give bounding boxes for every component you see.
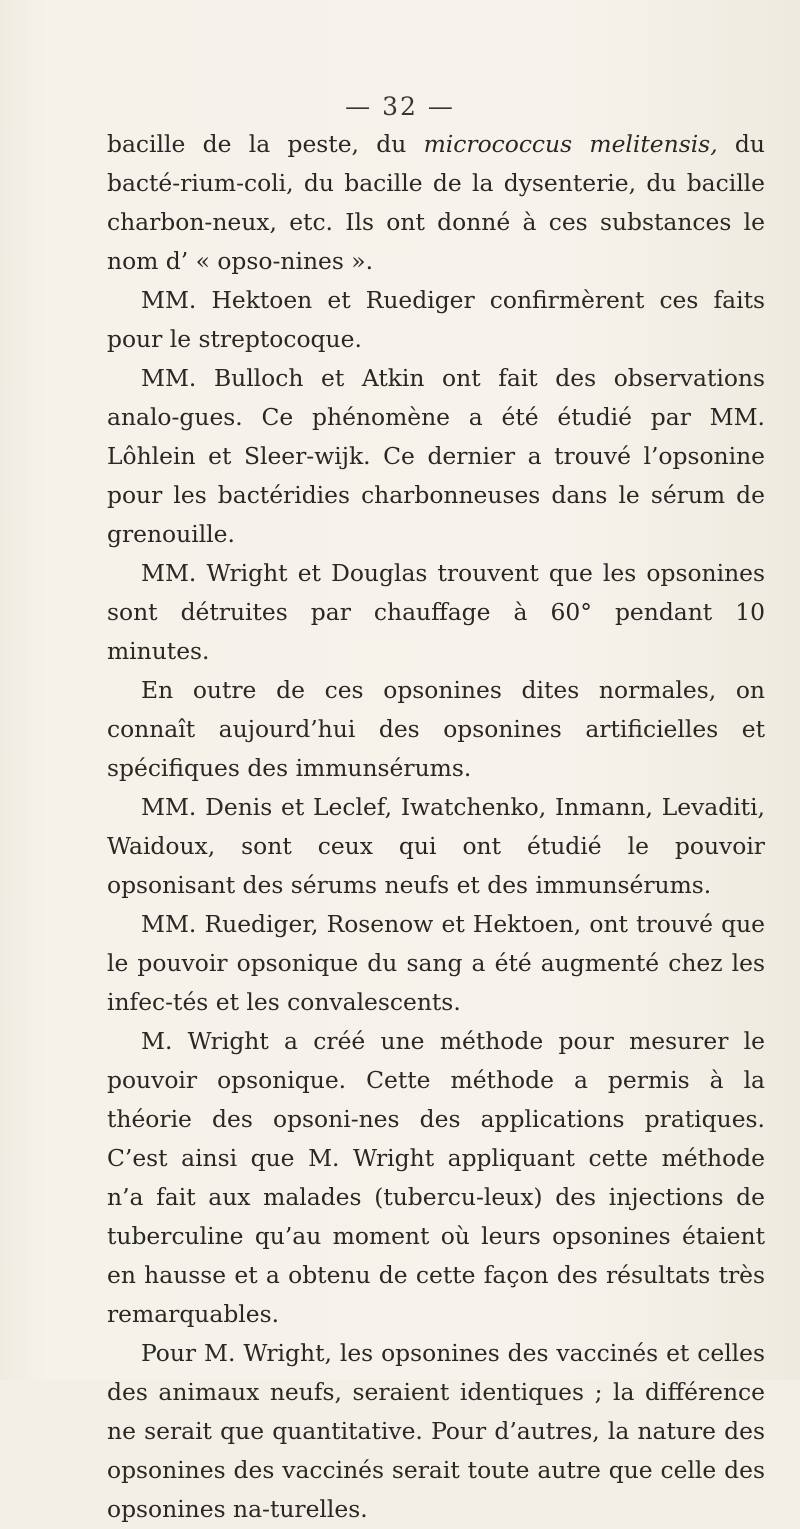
paragraph-wright-douglas: MM. Wright et Douglas trouvent que les opsonines sont détruites par chauffage à 60° pendant 10 minutes. <box>107 559 765 665</box>
paragraph-opsonines-artificielles: En outre de ces opsonines dites normales, on connaît aujourd’hui des opsonines artificielles et spécifiques des immunsérums. <box>107 676 765 782</box>
paragraph-continuation <box>107 125 765 281</box>
paragraph-hektoen-ruediger: MM. Hektoen et Ruediger confirmèrent ces faits pour le streptocoque. <box>107 286 765 353</box>
italic-species-name: micrococcus melitensis, <box>423 130 718 158</box>
paragraph-bulloch-atkin: MM. Bulloch et Atkin ont fait des observations analo-gues. Ce phénomène a été étudié par MM. Lôhlein et Sleer-wijk. Ce dernier a trouvé l’opsonine pour les bactéridies charbonneuses dans le sérum de grenouille. <box>107 364 765 548</box>
paragraph-denis-leclef: MM. Denis et Leclef, Iwatchenko, Inmann, Levaditi, Waidoux, sont ceux qui ont étudié le pouvoir opsonisant des sérums neufs et des immunsérums. <box>107 793 765 899</box>
paragraph-text-end: du bacté-rium-coli, du bacille de la dysenterie, du bacille charbon-neux, etc. Ils ont donné à ces substances le nom d’ « opso-nines ». <box>107 130 765 275</box>
paragraph-text-start: bacille de la peste, du <box>107 130 424 158</box>
page-number: — 32 — <box>345 92 455 121</box>
paragraph-wright-vaccines: Pour M. Wright, les opsonines des vaccinés et celles des animaux neufs, seraient identiques ; la différence ne serait que quantitative. Pour d’autres, la nature des opsonines des vaccinés serait toute autre que celle des opsonines na-turelles. <box>107 1339 765 1523</box>
paragraph-ruediger-rosenow: MM. Ruediger, Rosenow et Hektoen, ont trouvé que le pouvoir opsonique du sang a été augmenté chez les infec-tés et les convalescents. <box>107 910 765 1016</box>
body-text <box>107 125 765 1529</box>
paragraph-wright-methode: M. Wright a créé une méthode pour mesurer le pouvoir opsonique. Cette méthode a permis à la théorie des opsoni-nes des applications pratiques. C’est ainsi que M. Wright appliquant cette méthode n’a fait aux malades (tubercu-leux) des injections de tuberculine qu’au moment où leurs opsonines étaient en hausse et a obtenu de cette façon des résultats très remarquables. <box>107 1027 765 1328</box>
